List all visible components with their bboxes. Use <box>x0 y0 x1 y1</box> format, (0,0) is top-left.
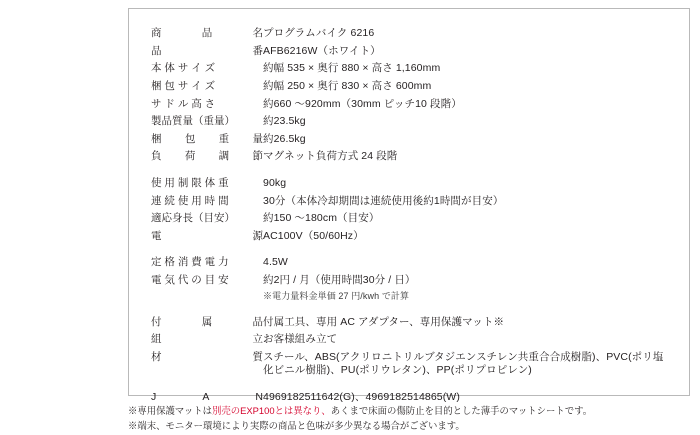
spec-value-text: 4.5W <box>263 256 288 269</box>
spec-row-label <box>151 43 263 61</box>
spec-row-label <box>151 305 263 332</box>
spec-label-text <box>151 133 263 146</box>
spec-row-value <box>263 331 671 349</box>
spec-row-value <box>263 305 671 332</box>
spec-row-label <box>151 25 263 43</box>
spec-row-label <box>151 193 263 211</box>
spec-row-value <box>263 113 671 131</box>
spec-label-segment: 商 <box>151 27 162 40</box>
spec-table <box>151 25 671 406</box>
footnote-line-1 <box>128 404 690 419</box>
spec-label-text <box>151 274 263 287</box>
spec-label-text <box>151 212 263 225</box>
spec-value-text: 約660 〜920mm（30mm ピッチ10 段階） <box>263 97 462 110</box>
spec-label-segment: 質 <box>252 350 263 363</box>
spec-label-segment: 付 <box>151 315 162 328</box>
spec-value-text: スチール、ABS(アクリロニトリルブタジエンスチレン共重合合成樹脂)、PVC(ポリ塩化ビニル樹脂)、PU(ポリウレタン)、PP(ポリプロピレン) <box>263 350 664 377</box>
spec-value-text: お客様組み立て <box>263 333 338 346</box>
spec-value-note: ※電力量料金単価 27 円/kwh で計算 <box>263 291 410 302</box>
spec-label-segment: A <box>202 390 210 403</box>
spec-value-text: 90kg <box>263 177 287 189</box>
spec-row <box>151 380 671 407</box>
spec-value-text: AC100V（50/60Hz） <box>263 229 364 242</box>
spec-value-text: 約幅 535 × 奥行 880 × 高さ 1,160mm <box>263 62 441 75</box>
spec-label-segment: 重 <box>218 132 230 145</box>
spec-row-value <box>263 210 671 228</box>
spec-row-label <box>151 210 263 228</box>
spec-value-text: マグネット負荷方式 24 段階 <box>263 150 398 163</box>
footnote-line-2: ※端末、モニター環境により実際の商品と色味が多少異なる場合がございます。 <box>128 419 465 431</box>
spec-value-text: 約150 〜180cm（目安） <box>263 212 380 225</box>
footnotes <box>128 404 690 433</box>
spec-row-label <box>151 78 263 96</box>
spec-row-label <box>151 96 263 114</box>
spec-row-label <box>151 349 263 380</box>
spec-value-text: 約幅 250 × 奥行 830 × 高さ 600mm <box>263 79 432 92</box>
spec-label-segment: 量 <box>252 132 263 145</box>
spec-value-text: 約26.5kg <box>263 132 306 145</box>
spec-label-segment: 組 <box>151 333 162 346</box>
spec-table-box <box>128 8 690 403</box>
spec-row-value <box>263 349 671 380</box>
spec-label-segment: 適応身長（目安） <box>151 212 235 225</box>
spec-row <box>151 228 671 246</box>
spec-label-segment: 電 <box>151 229 162 242</box>
spec-row-value <box>263 25 671 43</box>
spec-label-text <box>151 351 263 364</box>
spec-label-segment: 本 体 サ イ ズ <box>151 62 216 75</box>
spec-label-text <box>151 195 263 208</box>
spec-row-value <box>263 380 671 407</box>
spec-row-label <box>151 245 263 272</box>
spec-row-value <box>263 131 671 149</box>
spec-label-segment: サ ド ル 高 さ <box>151 97 216 110</box>
spec-label-segment: 製品質量（重量） <box>151 115 235 128</box>
spec-label-segment: 連 続 使 用 時 間 <box>151 194 229 207</box>
spec-label-segment: J <box>151 390 157 403</box>
spec-label-segment: 材 <box>151 350 162 363</box>
spec-label-segment: 包 <box>184 132 196 145</box>
spec-row <box>151 272 671 305</box>
spec-row-value <box>263 228 671 246</box>
spec-label-text <box>151 27 263 40</box>
spec-value-text: 約2円 / 月（使用時間30分 / 日） <box>263 274 416 287</box>
spec-row <box>151 245 671 272</box>
spec-row <box>151 60 671 78</box>
spec-label-segment: 名 <box>252 27 263 40</box>
spec-row <box>151 78 671 96</box>
spec-row <box>151 305 671 332</box>
spec-row-value <box>263 272 671 305</box>
spec-label-text <box>151 98 263 111</box>
spec-label-segment: 定 格 消 費 電 力 <box>151 256 229 269</box>
spec-row-label <box>151 380 263 407</box>
spec-value-text: 30分（本体冷却期間は連続使用後約1時間が目安） <box>263 194 504 207</box>
spec-row-value <box>263 148 671 166</box>
spec-row-value <box>263 96 671 114</box>
spec-row-label <box>151 60 263 78</box>
spec-label-segment: 品 <box>201 27 213 40</box>
spec-label-text <box>151 333 263 346</box>
spec-label-text <box>151 391 263 404</box>
footnote-1-text-a: ※専用保護マットは <box>128 405 213 416</box>
footnote-1-text-b: あくまで床面の傷防止を目的とした薄手のマットシートです。 <box>330 405 593 416</box>
spec-row-value <box>263 78 671 96</box>
footnote-1-highlight: 別売のEXP100とは異なり、 <box>212 405 331 416</box>
spec-label-segment: 品 <box>252 315 263 328</box>
spec-value-text: 4969182511642(G)、4969182514865(W) <box>263 390 460 403</box>
spec-row-value <box>263 166 671 193</box>
spec-label-text <box>151 62 263 75</box>
spec-row <box>151 131 671 149</box>
spec-label-text <box>151 150 263 163</box>
spec-row <box>151 113 671 131</box>
spec-row-label <box>151 148 263 166</box>
spec-row <box>151 43 671 61</box>
spec-label-text <box>151 177 263 190</box>
spec-row-label <box>151 272 263 305</box>
spec-value-text: 付属工具、専用 AC アダプター、専用保護マット※ <box>263 315 505 328</box>
spec-row-label <box>151 113 263 131</box>
spec-label-text <box>151 115 263 128</box>
spec-label-segment: 番 <box>252 44 263 57</box>
spec-label-segment: 荷 <box>184 150 196 163</box>
spec-value-text: 約23.5kg <box>263 115 306 128</box>
spec-row <box>151 210 671 228</box>
spec-row <box>151 331 671 349</box>
spec-row <box>151 96 671 114</box>
spec-label-segment: 節 <box>252 150 263 163</box>
spec-row-value <box>263 245 671 272</box>
spec-label-text <box>151 45 263 58</box>
spec-label-segment: 立 <box>252 333 263 346</box>
spec-row-label <box>151 228 263 246</box>
spec-row <box>151 166 671 193</box>
spec-row-label <box>151 166 263 193</box>
spec-label-segment: 源 <box>252 229 263 242</box>
spec-row-label <box>151 331 263 349</box>
spec-value-text: AFB6216W（ホワイト） <box>263 44 381 57</box>
spec-table-body <box>151 25 671 406</box>
spec-value-text: プログラムバイク 6216 <box>263 27 375 40</box>
spec-row <box>151 193 671 211</box>
spec-label-segment: 品 <box>151 44 162 57</box>
spec-row <box>151 349 671 380</box>
spec-row-value <box>263 43 671 61</box>
spec-label-text <box>151 316 263 329</box>
spec-label-segment: N <box>255 390 263 403</box>
spec-label-text <box>151 80 263 93</box>
spec-label-segment: 属 <box>201 315 213 328</box>
spec-row <box>151 25 671 43</box>
spec-row-value <box>263 60 671 78</box>
spec-row <box>151 148 671 166</box>
spec-label-segment: 調 <box>218 150 230 163</box>
spec-label-segment: 負 <box>151 150 162 163</box>
spec-label-segment: 電 気 代 の 目 安 <box>151 274 229 287</box>
spec-label-text <box>151 256 263 269</box>
spec-label-segment: 使 用 制 限 体 重 <box>151 177 229 189</box>
spec-label-segment: 梱 包 サ イ ズ <box>151 79 216 92</box>
spec-row-value <box>263 193 671 211</box>
spec-label-text <box>151 230 263 243</box>
spec-row-label <box>151 131 263 149</box>
spec-label-segment: 梱 <box>151 132 162 145</box>
